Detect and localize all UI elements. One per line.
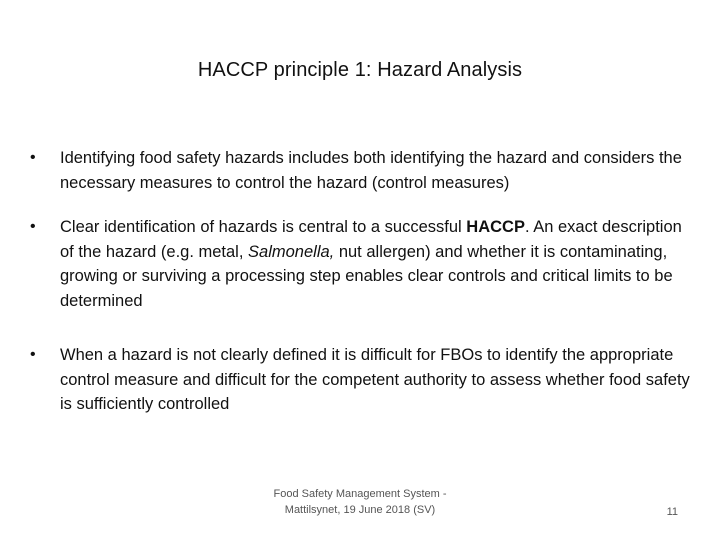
bullet-item-2 [30,215,690,313]
page-number: 11 [666,506,678,518]
bullet-item-1 [30,146,690,195]
slide-title: HACCP principle 1: Hazard Analysis [197,59,523,81]
text-run-normal: Identifying food safety hazards includes both identifying the hazard and considers the necessary measures to control the hazard (control measures) [60,149,682,192]
footer-line-1: Food Safety Management System - [273,488,447,500]
text-run-bold: HACCP [466,218,525,236]
text-run-normal: . An exact description of the hazard (e.g. metal, [60,218,682,261]
bullet-point-icon: • [30,149,36,166]
bullet-text-3 [60,343,690,417]
footer-line-2: Mattilsynet, 19 June 2018 (SV) [284,504,436,516]
text-run-normal: nut allergen) and whether it is contaminating, growing or surviving a processing step enables clear controls and critical limits to be determined [60,242,673,310]
bullet-text-1 [60,146,690,195]
bullet-point-icon: • [30,218,36,235]
bullet-point-icon: • [30,346,36,363]
text-run-italic: Salmonella, [248,242,335,261]
text-run-normal: When a hazard is not clearly defined it is difficult for FBOs to identify the appropriate control measure and difficult for the competent authority to assess whether food safety is sufficiently controlled [60,346,690,413]
text-run-normal: Clear identification of hazards is central to a successful [60,218,467,236]
bullet-item-3 [30,343,690,417]
footer-text [258,486,462,518]
bullet-text-2 [60,215,690,313]
bullet-list [30,146,690,437]
